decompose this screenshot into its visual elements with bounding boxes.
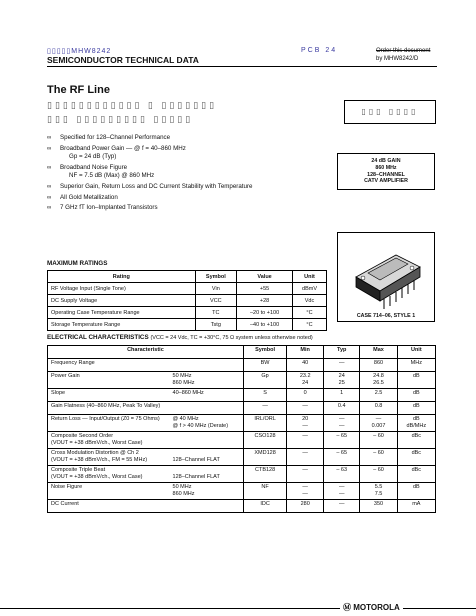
column-header: Value	[237, 271, 293, 283]
table-cell	[170, 432, 244, 449]
table-cell: —	[287, 432, 324, 449]
bullet-icon: ∞	[47, 145, 52, 152]
table-cell: —	[287, 449, 324, 466]
max-ratings-table	[47, 270, 327, 331]
table-cell: Tstg	[195, 319, 237, 331]
table-cell: dB	[397, 483, 435, 500]
table-cell: Composite Second Order (VOUT = +38 dBmV/ch., Worst Case)	[48, 432, 170, 449]
table-cell: 50 MHz 860 MHz	[170, 483, 244, 500]
table-cell: Composite Triple Beat (VOUT = +38 dBmV/ch., Worst Case)	[48, 466, 170, 483]
bullet-icon: ∞	[47, 135, 52, 141]
table-cell: 20 —	[287, 415, 324, 432]
table-cell: dB	[397, 389, 435, 402]
table-cell: dB dB/MHz	[397, 415, 435, 432]
table-cell: – 60	[360, 432, 397, 449]
table-row	[48, 500, 436, 513]
table-cell: IRL/ORL	[243, 415, 287, 432]
table-cell: dB	[397, 372, 435, 389]
table-cell: S	[243, 389, 287, 402]
product-title-line-2: ▯▯▯ ▯▯▯▯▯▯▯▯▯ ▯▯▯▯▯	[47, 114, 194, 124]
table-cell: dBc	[397, 466, 435, 483]
table-cell: 860	[360, 359, 397, 372]
table-cell: 128–Channel FLAT	[170, 466, 244, 483]
table-row	[48, 283, 327, 295]
brand-name: MOTOROLA	[353, 603, 400, 612]
table-cell: Frequency Range	[48, 359, 170, 372]
amplifier-module-icon	[338, 233, 434, 321]
table-cell: RF Voltage Input (Single Tone)	[48, 283, 196, 295]
max-ratings-title: MAXIMUM RATINGS	[47, 260, 108, 267]
column-header: Rating	[48, 271, 196, 283]
table-cell: — —	[324, 483, 360, 500]
table-cell: mA	[397, 500, 435, 513]
document-title: SEMICONDUCTOR TECHNICAL DATA	[47, 55, 199, 65]
table-cell: Cross Modulation Distortion @ Ch 2 (VOUT = +38 dBmV/ch., FM = 55 MHz)	[48, 449, 170, 466]
table-row	[48, 466, 436, 483]
column-header: Max	[360, 346, 397, 359]
table-cell: –20 to +100	[237, 307, 293, 319]
feature-text: Broadband Noise Figure	[60, 163, 128, 171]
column-header: Unit	[293, 271, 327, 283]
feature-text: Specified for 128–Channel Performance	[60, 134, 171, 141]
table-cell: CSO128	[243, 432, 287, 449]
table-cell: 350	[360, 500, 397, 513]
table-cell: – 60	[360, 449, 397, 466]
table-cell: TC	[195, 307, 237, 319]
order-line-1: Order this document	[376, 48, 431, 54]
table-cell: Slope	[48, 389, 170, 402]
table-row	[48, 307, 327, 319]
table-cell: — 0.007	[360, 415, 397, 432]
table-cell: @ 40 MHz @ f > 40 MHz (Derate)	[170, 415, 244, 432]
header-rule	[47, 66, 437, 67]
table-cell: °C	[293, 319, 327, 331]
feature-item	[47, 194, 337, 203]
column-header: Typ	[324, 346, 360, 359]
table-row	[48, 432, 436, 449]
table-cell: Vin	[195, 283, 237, 295]
feature-item	[47, 134, 337, 143]
header-part-code: ▯▯▯▯▯MHW8242	[47, 48, 112, 55]
order-note	[376, 47, 430, 63]
table-row	[48, 359, 436, 372]
table-cell: 24.8 26.5	[360, 372, 397, 389]
feature-text: 7 GHz fT Ion–Implanted Transistors	[60, 204, 158, 212]
feature-item	[47, 164, 337, 181]
motorola-batwing-icon: Ⓜ	[343, 603, 351, 612]
table-cell: 2.5	[360, 389, 397, 402]
table-cell: IDC	[243, 500, 287, 513]
table-cell: 40–860 MHz	[170, 389, 244, 402]
feature-text: Superior Gain, Return Loss and DC Current Stability with Temperature	[60, 182, 253, 190]
case-caption: CASE 714–06, STYLE 1	[356, 313, 416, 319]
table-row	[48, 319, 327, 331]
table-cell: Operating Case Temperature Range	[48, 307, 196, 319]
table-cell: DC Supply Voltage	[48, 295, 196, 307]
table-row	[48, 449, 436, 466]
table-cell: — —	[324, 415, 360, 432]
table-cell: 24 25	[324, 372, 360, 389]
table-cell: 0.4	[324, 402, 360, 415]
table-cell: CTB128	[243, 466, 287, 483]
product-title	[47, 98, 217, 126]
product-title-line-1: ▯▯▯▯▯▯▯▯▯▯▯▯ ▯ ▯▯▯▯▯▯▯	[47, 100, 218, 110]
table-row	[48, 402, 436, 415]
elec-conditions: (VCC = 24 Vdc, TC = +30°C, 75 Ω system unless otherwise noted)	[150, 335, 313, 341]
table-cell	[170, 402, 244, 415]
bullet-icon: ∞	[47, 194, 52, 201]
table-row	[48, 372, 436, 389]
spec-line: CATV AMPLIFIER	[364, 178, 408, 185]
electrical-characteristics-table	[47, 345, 436, 513]
table-cell: BW	[243, 359, 287, 372]
spec-line: 24 dB GAIN	[371, 158, 401, 164]
feature-item	[47, 204, 337, 213]
table-cell: 0	[287, 389, 324, 402]
feature-text: All Gold Metallization	[60, 193, 118, 201]
table-cell: 50 MHz 860 MHz	[170, 372, 244, 389]
footer-rule	[0, 608, 476, 609]
motorola-logo	[340, 602, 403, 613]
spec-line: 860 MHz	[375, 164, 397, 171]
table-cell: Noise Figure	[48, 483, 170, 500]
table-cell: Storage Temperature Range	[48, 319, 196, 331]
column-header: Min	[287, 346, 324, 359]
table-cell: 0.8	[360, 402, 397, 415]
table-row	[48, 415, 436, 432]
table-cell: 40	[287, 359, 324, 372]
feature-item	[47, 145, 337, 162]
table-cell	[170, 359, 244, 372]
table-cell: – 60	[360, 466, 397, 483]
table-cell: —	[287, 466, 324, 483]
bullet-icon: ∞	[47, 164, 52, 171]
table-row	[48, 483, 436, 500]
feature-text: Broadband Power Gain — @ f = 40–860 MHz	[60, 144, 186, 152]
table-cell: 23.2 24	[287, 372, 324, 389]
column-header: Characteristic	[48, 346, 244, 359]
table-cell: dBmV	[293, 283, 327, 295]
table-cell: –40 to +100	[237, 319, 293, 331]
table-cell: Gp	[243, 372, 287, 389]
table-cell: Power Gain	[48, 372, 170, 389]
table-row	[48, 389, 436, 402]
spec-summary-box	[337, 153, 435, 190]
table-cell: VCC	[195, 295, 237, 307]
table-cell: Vdc	[293, 295, 327, 307]
table-cell: 280	[287, 500, 324, 513]
table-cell: — —	[287, 483, 324, 500]
elec-heading	[47, 334, 313, 341]
package-image	[337, 232, 435, 322]
feature-item	[47, 183, 337, 192]
table-cell: – 63	[324, 466, 360, 483]
table-cell: 128–Channel FLAT	[170, 449, 244, 466]
feature-subtext: Gp = 24 dB (Typ)	[69, 153, 117, 161]
column-header: Symbol	[243, 346, 287, 359]
table-cell: NF	[243, 483, 287, 500]
table-cell: —	[287, 402, 324, 415]
table-cell	[170, 500, 244, 513]
table-cell: XMD128	[243, 449, 287, 466]
table-cell: 5.5 7.5	[360, 483, 397, 500]
table-cell: DC Current	[48, 500, 170, 513]
table-cell: —	[324, 500, 360, 513]
table-cell: Gain Flatness (40–860 MHz, Peak To Valley)	[48, 402, 170, 415]
table-cell: MHz	[397, 359, 435, 372]
table-cell: —	[243, 402, 287, 415]
feature-subtext: NF = 7.5 dB (Max) @ 860 MHz	[69, 172, 155, 180]
column-header: Symbol	[195, 271, 237, 283]
elec-title: ELECTRICAL CHARACTERISTICS	[47, 334, 149, 341]
bullet-icon: ∞	[47, 183, 52, 190]
table-cell: —	[324, 359, 360, 372]
table-cell: +55	[237, 283, 293, 295]
table-cell: dBc	[397, 432, 435, 449]
table-row	[48, 295, 327, 307]
column-header: Unit	[397, 346, 435, 359]
order-line-2: by MHW8242/D	[376, 56, 419, 62]
rf-line-heading: The RF Line	[47, 84, 110, 96]
table-cell: – 65	[324, 432, 360, 449]
table-cell: dB	[397, 402, 435, 415]
table-cell: +28	[237, 295, 293, 307]
table-cell: – 65	[324, 449, 360, 466]
part-number-box: ▯▯▯ ▯▯▯▯	[344, 100, 436, 124]
spec-line: 128–CHANNEL	[367, 171, 405, 178]
bullet-icon: ∞	[47, 205, 52, 212]
feature-list	[47, 134, 337, 215]
header-pcb-code: PCB 24	[301, 47, 338, 54]
table-cell: 1	[324, 389, 360, 402]
table-cell: Return Loss — Input/Output (Z0 = 75 Ohms)	[48, 415, 170, 432]
table-cell: °C	[293, 307, 327, 319]
table-cell: dBc	[397, 449, 435, 466]
